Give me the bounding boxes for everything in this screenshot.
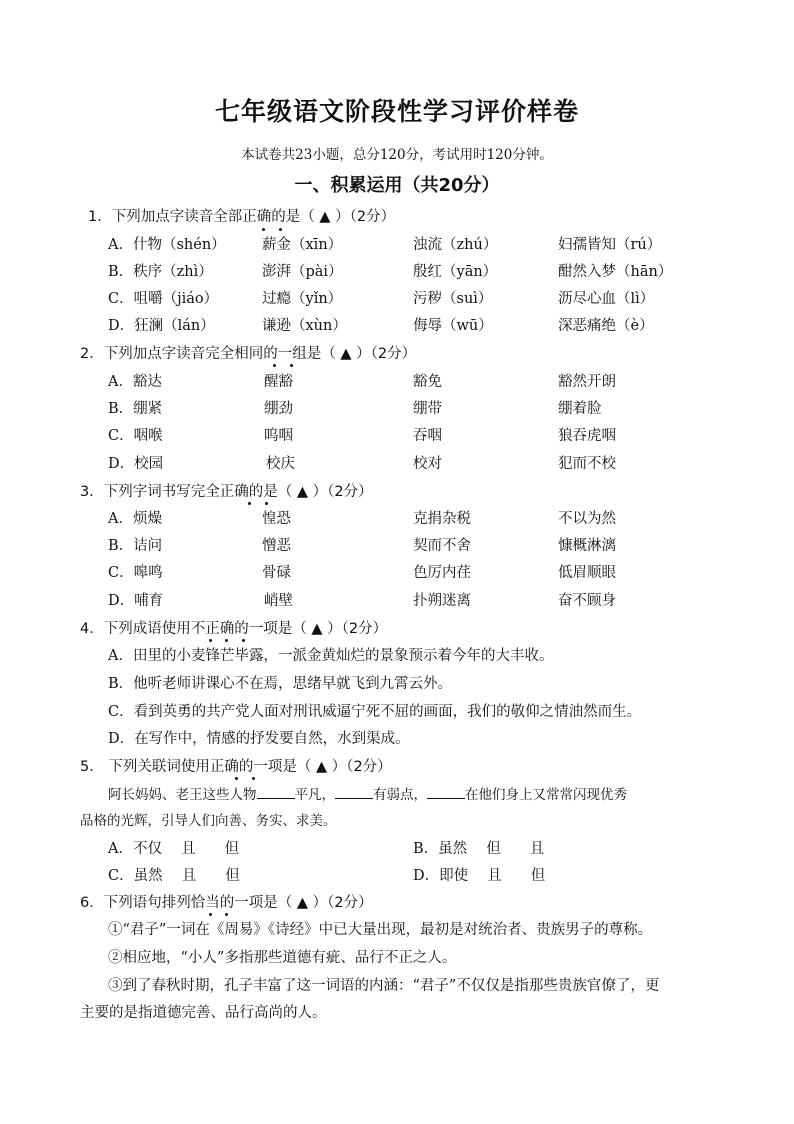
q3-option-d-2: 峭壁: [264, 593, 293, 609]
q5-option-c: C．虽然 且 但: [108, 868, 240, 884]
q3-option-b-4: 慷概淋漓: [558, 538, 616, 554]
q1-option-d-3: 侮辱（wū）: [413, 318, 493, 334]
fill-blank-2[interactable]: [335, 784, 373, 799]
q6-sentence-1: ①“君子”一词在《周易》《诗经》中已大量出现，最初是对统治者、贵族男子的尊称。: [108, 922, 653, 938]
q5-option-a: A．不仅 且 但: [108, 841, 240, 857]
q1-option-a-2: 薪金（xīn）: [262, 237, 343, 253]
emphasis-dot: [209, 913, 212, 916]
emphasis-dot: [252, 777, 255, 780]
q5-passage-part-1: 阿长妈妈、老王这些人物: [108, 787, 257, 803]
q3-option-a-1: A．烦燥: [108, 511, 162, 527]
q4-option-b: B．他听老师讲课心不在焉，思绪早就飞到九霄云外。: [108, 676, 453, 692]
q5-passage-line-2: 品格的光辉，引导人们向善、务实、求美。: [80, 813, 337, 829]
emphasis-dot: [290, 364, 293, 367]
q2-option-c-2: 呜咽: [264, 428, 293, 444]
q2-option-b-1: B．绷紧: [108, 401, 163, 417]
q1-option-c-2: 过瘾（yǐn）: [262, 291, 343, 307]
q2-option-c-4: 狼吞虎咽: [558, 428, 616, 444]
q5-passage-line-1: [108, 784, 627, 805]
question-4-stem: 4．下列成语使用不正确的一项是（ ▲ ）（2分）: [80, 621, 388, 637]
q3-option-b-1: B．诘问: [108, 538, 163, 554]
emphasis-dot: [235, 777, 238, 780]
q3-option-c-1: C．嗥鸣: [108, 565, 163, 581]
question-6-stem: 6．下列语句排列恰当的一项是（ ▲ ）（2分）: [80, 895, 373, 911]
emphasis-dot: [273, 364, 276, 367]
q3-option-d-3: 扑朔迷离: [413, 593, 471, 609]
q3-option-b-2: 憎恶: [262, 538, 291, 554]
q6-sentence-2: ②相应地，“小人”多指那些道德有疵、品行不正之人。: [108, 950, 457, 966]
q4-option-d: D．在写作中，情感的抒发要自然，水到渠成。: [108, 731, 410, 747]
emphasis-dot: [242, 639, 245, 642]
q1-option-c-3: 污秽（suì）: [413, 291, 493, 307]
q3-option-c-3: 色厉内荏: [413, 565, 471, 581]
emphasis-dot: [262, 228, 265, 231]
question-1-stem: 1．下列加点字读音全部正确的是（ ▲ ）（2分）: [88, 209, 396, 225]
fill-blank-1[interactable]: [257, 784, 295, 799]
question-5-stem: 5． 下列关联词使用正确的一项是（ ▲ ）（2分）: [80, 759, 392, 775]
q5-passage-part-2: 平凡，: [294, 787, 335, 803]
q6-sentence-3-continued: 主要的是指道德完善、品行高尚的人。: [80, 1005, 327, 1021]
q3-option-a-3: 克捐杂税: [413, 511, 471, 527]
q1-option-b-2: 澎湃（pài）: [262, 264, 343, 280]
q5-passage-part-4: 在他们身上又常常闪现优秀: [465, 787, 627, 803]
question-2-stem: 2．下列加点字读音完全相同的一组是（ ▲ ）（2分）: [80, 346, 417, 362]
exam-title: 七年级语文阶段性学习评价样卷: [214, 97, 579, 126]
q1-option-d-1: D．狂澜（lán）: [108, 318, 215, 334]
q1-option-b-4: 酣然入梦（hān）: [558, 264, 673, 280]
emphasis-dot: [248, 502, 251, 505]
q2-option-d-4: 犯而不校: [558, 456, 616, 472]
q5-option-b: B．虽然 但 且: [413, 841, 545, 857]
q1-option-a-4: 妇孺皆知（rú）: [558, 237, 662, 253]
section-heading: 一、积累运用（共20分）: [294, 175, 500, 196]
q5-passage-part-3: 有弱点，: [373, 787, 427, 803]
q2-option-b-3: 绷带: [413, 401, 442, 417]
q1-option-a-1: A．什物（shén）: [108, 237, 226, 253]
q2-option-b-4: 绷着脸: [558, 401, 602, 417]
q2-option-a-1: A．豁达: [108, 374, 162, 390]
q1-option-b-3: 殷红（yān）: [413, 264, 498, 280]
q5-option-d: D．即使 且 但: [413, 868, 546, 884]
q4-option-a: A．田里的小麦锋芒毕露，一派金黄灿烂的景象预示着今年的大丰收。: [108, 648, 554, 664]
q2-option-b-2: 绷劲: [264, 401, 293, 417]
q3-option-a-2: 惶恐: [262, 511, 291, 527]
q6-sentence-3: ③到了春秋时期，孔子丰富了这一词语的内涵：“君子”不仅仅是指那些贵族官僚了，更: [108, 978, 660, 994]
q2-option-c-3: 吞咽: [413, 428, 442, 444]
q2-option-d-1: D．校园: [108, 456, 164, 472]
q3-option-d-4: 奋不顾身: [558, 593, 616, 609]
emphasis-dot: [225, 639, 228, 642]
q2-option-c-1: C．咽喉: [108, 428, 163, 444]
q2-option-a-4: 豁然开朗: [558, 374, 616, 390]
q1-option-c-4: 沥尽心血（lì）: [558, 291, 655, 307]
q2-option-a-3: 豁免: [413, 374, 442, 390]
q1-option-d-4: 深恶痛绝（è）: [558, 318, 654, 334]
q4-option-c: C．看到英勇的共产党人面对刑讯威逼宁死不屈的画面，我们的敬仰之情油然而生。: [108, 704, 642, 720]
emphasis-dot: [225, 913, 228, 916]
emphasis-dot: [265, 502, 268, 505]
q3-option-c-2: 骨碌: [262, 565, 291, 581]
q2-option-d-3: 校对: [413, 456, 442, 472]
q1-option-c-1: C．咀嚼（jiáo）: [108, 291, 219, 307]
q2-option-a-2: 醒豁: [264, 374, 293, 390]
q1-option-a-3: 浊流（zhú）: [413, 237, 498, 253]
question-3-stem: 3．下列字词书写完全正确的是（ ▲ ）（2分）: [80, 484, 373, 500]
exam-subtitle: 本试卷共23小题，总分120分，考试用时120分钟。: [241, 147, 553, 163]
q2-option-d-2: 校庆: [266, 456, 295, 472]
emphasis-dot: [209, 639, 212, 642]
emphasis-dot: [279, 228, 282, 231]
q1-option-d-2: 谦逊（xùn）: [262, 318, 347, 334]
q3-option-b-3: 契而不舍: [413, 538, 471, 554]
q3-option-c-4: 低眉顺眼: [558, 565, 616, 581]
q3-option-d-1: D．哺育: [108, 593, 164, 609]
q3-option-a-4: 不以为然: [558, 511, 616, 527]
fill-blank-3[interactable]: [427, 784, 465, 799]
q1-option-b-1: B．秩序（zhì）: [108, 264, 213, 280]
